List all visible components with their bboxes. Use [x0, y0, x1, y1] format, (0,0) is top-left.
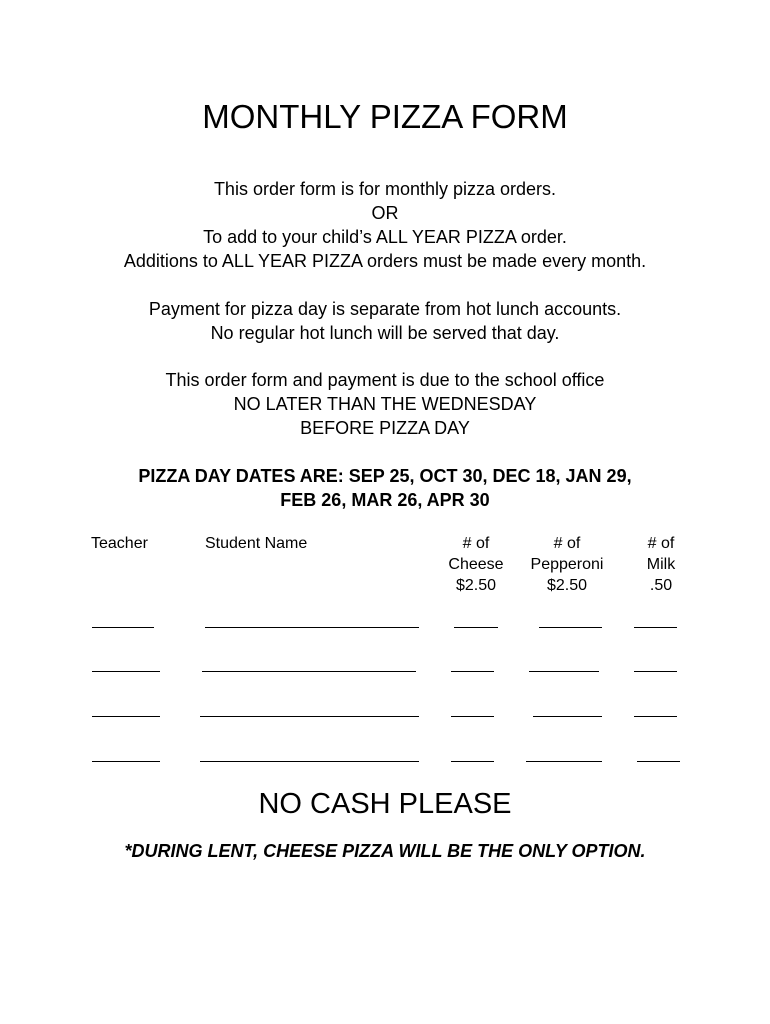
pepperoni-quantity-blank[interactable] [533, 716, 602, 717]
due-line-1: This order form and payment is due to the school office [165, 370, 605, 390]
student-name-column-header: Student Name [205, 535, 308, 552]
milk-header-line-2: Milk [646, 556, 676, 573]
intro-line-1: This order form is for monthly pizza orders. [213, 179, 557, 199]
intro-line-4: Additions to ALL YEAR PIZZA orders must be made every month. [123, 251, 647, 271]
form-title: MONTHLY PIZZA FORM [202, 98, 568, 135]
student-name-blank[interactable] [205, 627, 419, 628]
student-name-blank[interactable] [200, 716, 419, 717]
milk-quantity-blank[interactable] [634, 671, 677, 672]
no-cash-notice: NO CASH PLEASE [258, 788, 512, 820]
cheese-header-line-1: # of [462, 535, 490, 552]
dates-line-2: FEB 26, MAR 26, APR 30 [280, 490, 490, 510]
cheese-quantity-blank[interactable] [451, 761, 494, 762]
milk-quantity-blank[interactable] [637, 761, 680, 762]
due-line-3: BEFORE PIZZA DAY [300, 418, 470, 438]
pepperoni-column-header [527, 533, 607, 596]
pepperoni-quantity-blank[interactable] [526, 761, 602, 762]
milk-quantity-blank[interactable] [634, 627, 677, 628]
student-name-blank[interactable] [202, 671, 416, 672]
teacher-blank[interactable] [92, 716, 160, 717]
pizza-day-dates [0, 464, 770, 512]
due-line-2: NO LATER THAN THE WEDNESDAY [233, 394, 537, 414]
cheese-quantity-blank[interactable] [451, 671, 494, 672]
pepperoni-header-line-1: # of [553, 535, 581, 552]
pepperoni-quantity-blank[interactable] [529, 671, 599, 672]
payment-line-1: Payment for pizza day is separate from hot lunch accounts. [148, 299, 622, 319]
intro-line-2: OR [371, 203, 399, 223]
cheese-quantity-blank[interactable] [451, 716, 494, 717]
teacher-blank[interactable] [92, 671, 160, 672]
due-text [0, 368, 770, 440]
milk-header-line-1: # of [647, 535, 675, 552]
pepperoni-header-line-2: Pepperoni [530, 556, 604, 573]
payment-line-2: No regular hot lunch will be served that day. [210, 323, 560, 343]
teacher-blank[interactable] [92, 761, 160, 762]
lent-notice: *DURING LENT, CHEESE PIZZA WILL BE THE ONLY OPTION. [124, 841, 646, 861]
milk-column-header [636, 533, 686, 596]
teacher-column-header: Teacher [91, 535, 148, 552]
pepperoni-price: $2.50 [546, 577, 588, 594]
pepperoni-quantity-blank[interactable] [539, 627, 602, 628]
dates-line-1: PIZZA DAY DATES ARE: SEP 25, OCT 30, DEC 18, JAN 29, [138, 466, 632, 486]
cheese-price: $2.50 [455, 577, 497, 594]
student-name-blank[interactable] [200, 761, 419, 762]
cheese-quantity-blank[interactable] [454, 627, 498, 628]
milk-price: .50 [649, 577, 673, 594]
intro-text [0, 177, 770, 273]
cheese-column-header [444, 533, 508, 596]
teacher-blank[interactable] [92, 627, 154, 628]
payment-text [0, 297, 770, 345]
milk-quantity-blank[interactable] [634, 716, 677, 717]
intro-line-3: To add to your child’s ALL YEAR PIZZA order. [203, 227, 567, 247]
cheese-header-line-2: Cheese [448, 556, 504, 573]
